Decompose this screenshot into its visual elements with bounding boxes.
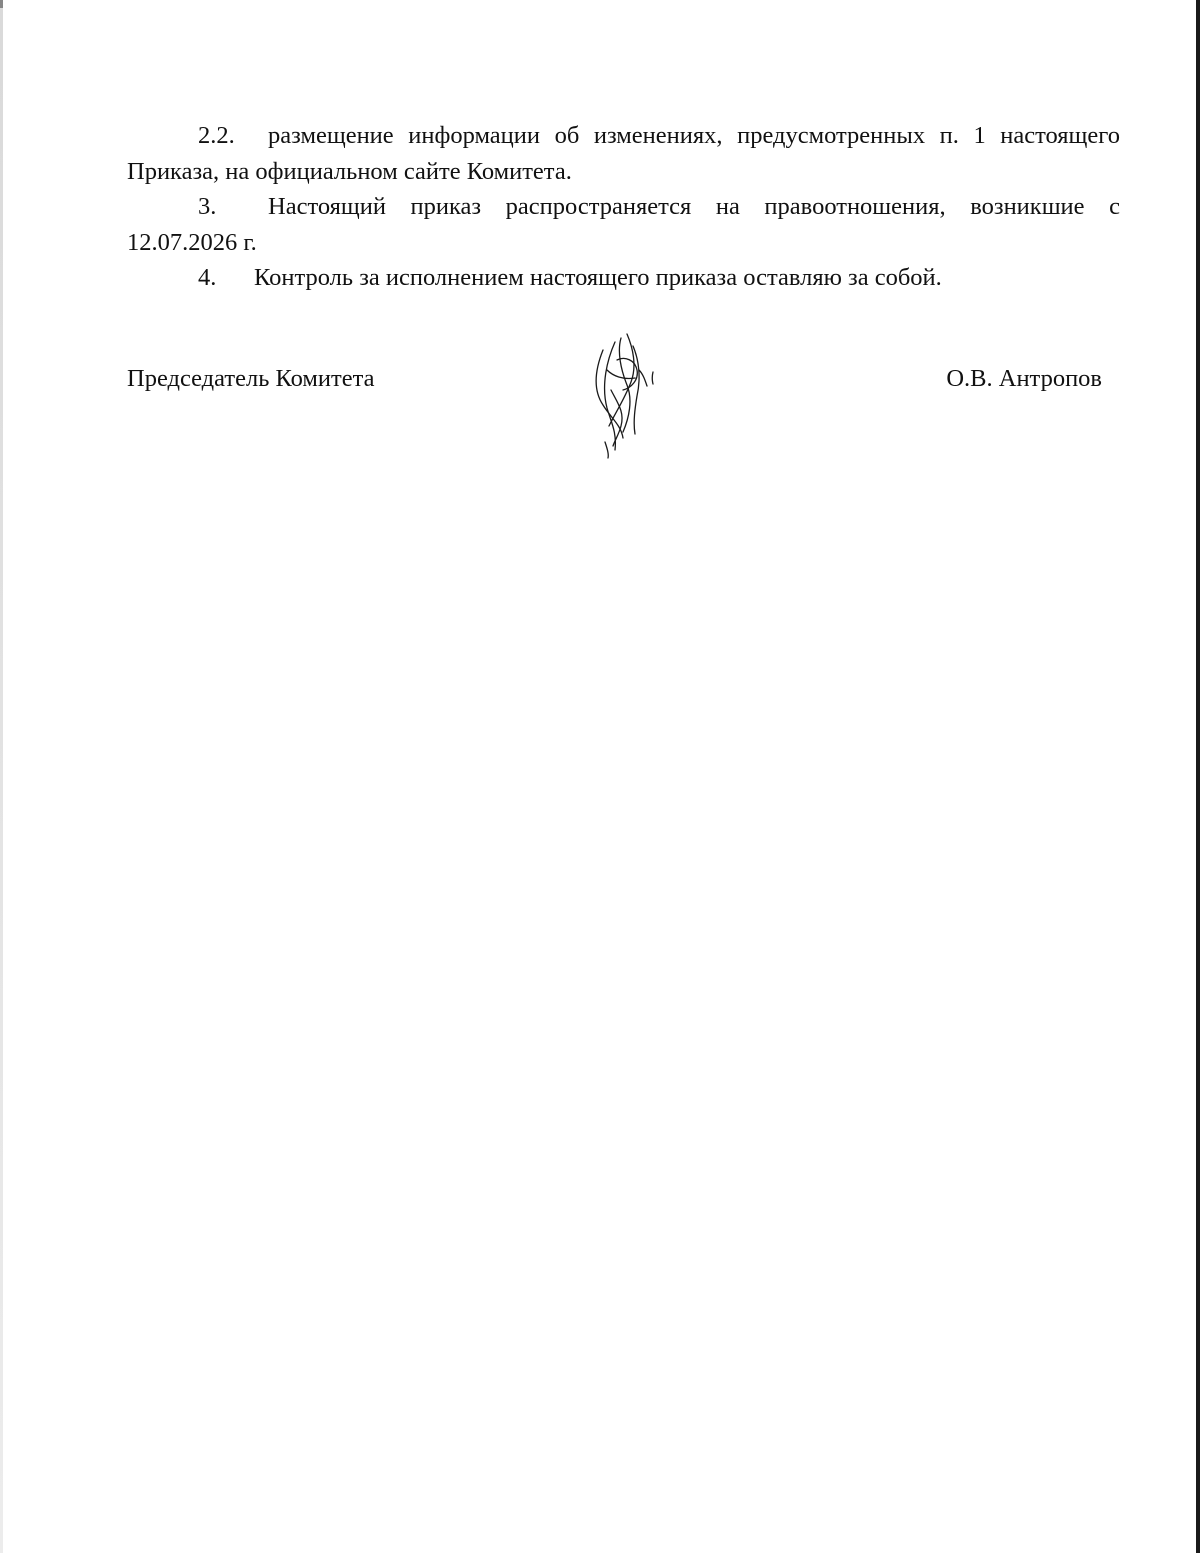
scan-edge-left bbox=[0, 0, 3, 1553]
document-body bbox=[127, 118, 1120, 296]
paragraph-text: Контроль за исполнением настоящего приказа оставляю за собой. bbox=[254, 264, 942, 291]
handwritten-signature bbox=[577, 330, 667, 460]
paragraph-4 bbox=[127, 260, 1120, 296]
paragraph-3 bbox=[127, 189, 1120, 260]
signature-block bbox=[127, 365, 1102, 475]
paragraph-number: 2.2. bbox=[198, 122, 235, 149]
signatory-name: О.В. Антропов bbox=[946, 365, 1102, 392]
paragraph-number: 4. bbox=[198, 264, 217, 291]
signatory-title: Председатель Комитета bbox=[127, 365, 375, 392]
scan-edge-right bbox=[1196, 0, 1200, 1553]
paragraph-number: 3. bbox=[198, 193, 217, 220]
paragraph-text: Настоящий приказ распространяется на правоотношения, возникшие с 12.07.2026 г. bbox=[127, 193, 1120, 256]
signature-scribble-icon bbox=[577, 330, 667, 460]
paragraph-text: размещение информации об изменениях, предусмотренных п. 1 настоящего Приказа, на официальном сайте Комитета. bbox=[127, 122, 1120, 185]
paragraph-2-2 bbox=[127, 118, 1120, 189]
